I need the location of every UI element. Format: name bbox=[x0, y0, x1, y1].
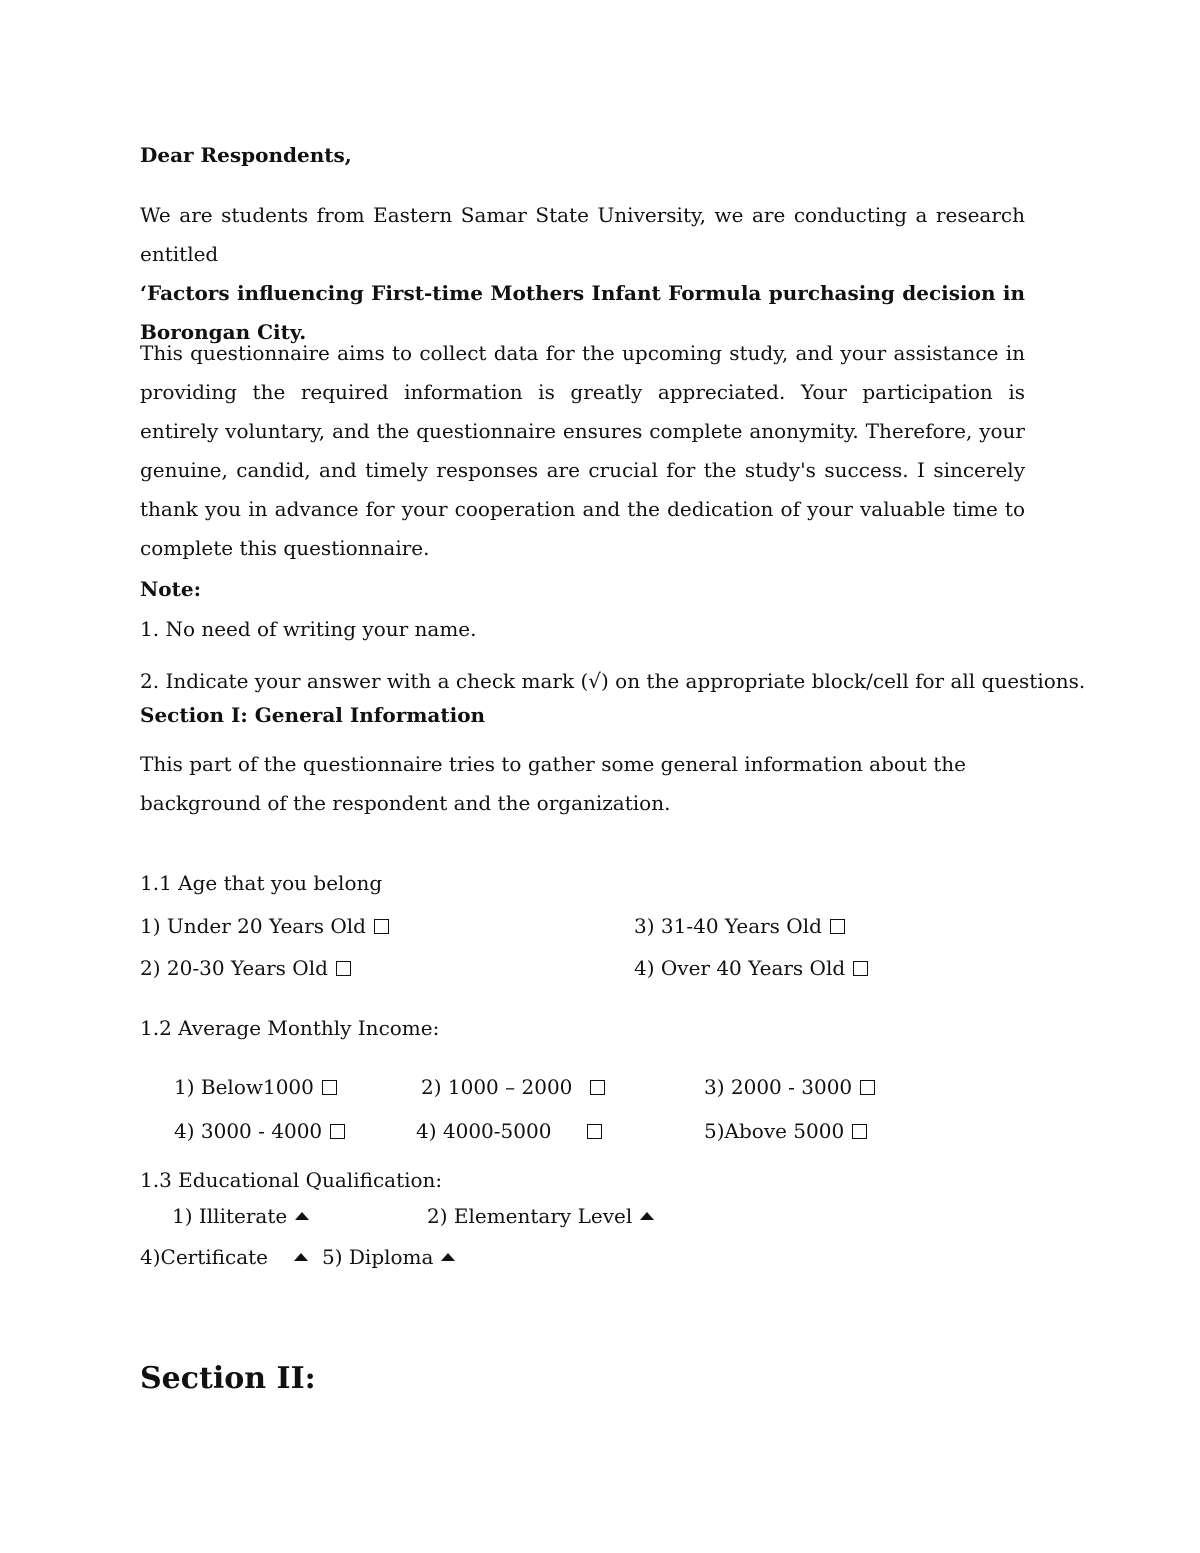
option-label: 4) Over 40 Years Old bbox=[634, 956, 846, 980]
checkbox-icon[interactable] bbox=[587, 1124, 602, 1139]
question-education-label: 1.3 Educational Qualification: bbox=[140, 1168, 443, 1192]
section1-heading: Section I: General Information bbox=[140, 703, 486, 727]
income-option-below-1000[interactable] bbox=[174, 1075, 337, 1099]
checkbox-icon[interactable] bbox=[330, 1124, 345, 1139]
note-item-2: 2. Indicate your answer with a check mark (√) on the appropriate block/cell for all questions. bbox=[140, 669, 1086, 693]
triangle-bullet-icon[interactable] bbox=[294, 1253, 308, 1261]
age-option-20-30[interactable] bbox=[140, 956, 351, 980]
triangle-bullet-icon[interactable] bbox=[640, 1212, 654, 1220]
option-label: 2) Elementary Level bbox=[427, 1204, 633, 1228]
option-label: 4)Certificate bbox=[140, 1245, 268, 1269]
option-label: 3) 2000 - 3000 bbox=[704, 1075, 853, 1099]
greeting: Dear Respondents, bbox=[140, 143, 352, 167]
income-option-2000-3000[interactable] bbox=[704, 1075, 875, 1099]
checkbox-icon[interactable] bbox=[322, 1080, 337, 1095]
option-label: 3) 31-40 Years Old bbox=[634, 914, 822, 938]
option-label: 1) Below1000 bbox=[174, 1075, 314, 1099]
option-label: 1) Illiterate bbox=[172, 1204, 288, 1228]
income-option-1000-2000[interactable] bbox=[421, 1075, 605, 1099]
option-label: 4) 3000 - 4000 bbox=[174, 1119, 323, 1143]
option-label: 2) 20-30 Years Old bbox=[140, 956, 328, 980]
triangle-bullet-icon[interactable] bbox=[295, 1212, 309, 1220]
checkbox-icon[interactable] bbox=[852, 1124, 867, 1139]
education-option-illiterate[interactable] bbox=[172, 1204, 309, 1228]
question-income-label: 1.2 Average Monthly Income: bbox=[140, 1016, 440, 1040]
checkbox-icon[interactable] bbox=[336, 961, 351, 976]
checkbox-icon[interactable] bbox=[590, 1080, 605, 1095]
section1-description: This part of the questionnaire tries to gather some general information about the background of the respondent and the organization. bbox=[140, 752, 966, 815]
section2-heading: Section II: bbox=[140, 1361, 316, 1396]
income-option-4000-5000[interactable] bbox=[416, 1119, 602, 1143]
education-option-diploma[interactable] bbox=[322, 1245, 455, 1269]
option-label: 4) 4000-5000 bbox=[416, 1119, 552, 1143]
option-label: 5)Above 5000 bbox=[704, 1119, 845, 1143]
note-item-1: 1. No need of writing your name. bbox=[140, 617, 477, 641]
checkbox-icon[interactable] bbox=[374, 919, 389, 934]
age-option-under-20[interactable] bbox=[140, 914, 389, 938]
education-option-elementary[interactable] bbox=[427, 1204, 654, 1228]
intro-line: We are students from Eastern Samar State University, we are conducting a research entitled bbox=[140, 203, 1025, 266]
income-option-above-5000[interactable] bbox=[704, 1119, 867, 1143]
income-option-3000-4000[interactable] bbox=[174, 1119, 345, 1143]
age-option-over-40[interactable] bbox=[634, 956, 868, 980]
research-title: ‘Factors influencing First-time Mothers Infant Formula purchasing decision in Borongan City. bbox=[140, 281, 1025, 344]
note-heading: Note: bbox=[140, 577, 201, 601]
checkbox-icon[interactable] bbox=[830, 919, 845, 934]
option-label: 2) 1000 – 2000 bbox=[421, 1075, 573, 1099]
checkbox-icon[interactable] bbox=[853, 961, 868, 976]
body-paragraph: This questionnaire aims to collect data for the upcoming study, and your assistance in providing the required information is greatly appreciated. Your participation is entirely voluntary, and the questionnaire ensures complete anonymity. Therefore, your genuine, candid, and timely responses are crucial for the study's success. I sincerely thank you in advance for your cooperation and the dedication of your valuable time to complete this questionnaire. bbox=[140, 341, 1025, 560]
age-option-31-40[interactable] bbox=[634, 914, 845, 938]
intro-paragraph bbox=[140, 196, 1025, 352]
question-age-label: 1.1 Age that you belong bbox=[140, 871, 383, 895]
checkbox-icon[interactable] bbox=[860, 1080, 875, 1095]
triangle-bullet-icon[interactable] bbox=[441, 1253, 455, 1261]
education-option-certificate[interactable] bbox=[140, 1245, 308, 1269]
option-label: 5) Diploma bbox=[322, 1245, 434, 1269]
option-label: 1) Under 20 Years Old bbox=[140, 914, 366, 938]
